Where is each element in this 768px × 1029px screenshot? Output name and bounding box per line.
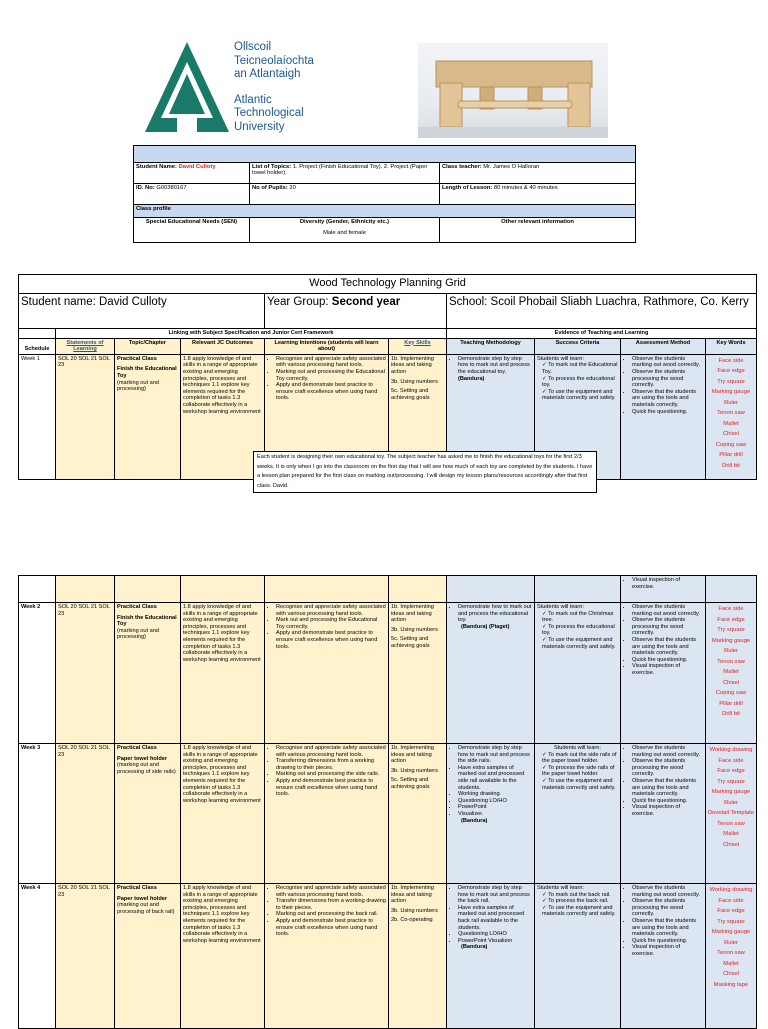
week-methodology: • Demonstrate step by step how to mark out and process the side rails. • Have extra samples of marked out and processed side rail available to the students. • Working drawing. • Questioning LO/HO • PowerPoint • Visualizer. (Bandura) bbox=[447, 744, 535, 884]
week-keywords: Face side Face edge Try square Marking gauge Ruler Tenon saw Mallet Chisel Coping saw Pillar drill Drill bit bbox=[706, 354, 757, 479]
week-success: Students will learn: ✓ To mark out the Christmas tree. ✓ To process the educational toy. ✓ To use the equipment and materials correctly and safely. bbox=[535, 603, 621, 744]
id-cell: ID. No: G00380167 bbox=[134, 184, 250, 205]
col-outcomes: Relevant JC Outcomes bbox=[181, 338, 265, 354]
week-sol: SOL 20 SOL 21 SOL 23 bbox=[56, 884, 115, 1029]
week-success: Students will learn: ✓ To mark out the back rail. ✓ To process the back rail. ✓ To use the equipment and materials correctly and safely. bbox=[535, 884, 621, 1029]
week-methodology: • Demonstrate step by step how to mark out and process the back rail. • Have extra samples of marked out and processed back rail available to the students. • Questioning LO/HO • PowerPoint Visualizer (Bandura) bbox=[447, 884, 535, 1029]
col-success: Success Criteria bbox=[535, 338, 621, 354]
week-keywords: Face side Face edge Try square Marking gauge Ruler Tenon saw Mallet Chisel Coping saw Pillar drill Drill bit bbox=[706, 603, 757, 744]
week-outcomes: 1.8 apply knowledge of and skills in a range of appropriate existing and emerging principles, processes and techniques 1.1 explore key elements required for the completion of tasks 1.3 collaborate effectively in a workshop learning environment bbox=[181, 884, 265, 1029]
university-name bbox=[234, 41, 314, 134]
week-schedule: Week 4 bbox=[19, 884, 56, 1029]
student-name: David Culloty bbox=[178, 164, 216, 170]
university-line: Ollscoil bbox=[234, 41, 272, 53]
week-topic: Practical Class Paper towel holder (marking out and processing of side rails) bbox=[115, 744, 181, 884]
week-schedule: Week 3 bbox=[19, 744, 56, 884]
grid-student-name: Student name: David Culloty bbox=[19, 294, 265, 329]
week-skills: 1b. Implementing ideas and taking action 3b. Using numbers 5c. Setting and achieving goals bbox=[389, 603, 447, 744]
week-intentions: • Recognise and appreciate safety associated with various processing hand tools. • Mark out and processing the Educational Toy correctly. • Apply and demonstrate best practice to ensure craft excellence when using hand tools. bbox=[265, 603, 389, 744]
topics-cell: List of Topics: 1. Project (Finish Educational Toy). 2. Project (Paper towel holder). bbox=[250, 163, 440, 184]
carry-over-row bbox=[19, 576, 757, 603]
atu-logo-mark bbox=[143, 40, 231, 134]
col-schedule: Schedule bbox=[19, 338, 56, 354]
week-row bbox=[19, 603, 757, 744]
week-row bbox=[19, 744, 757, 884]
university-line: Atlantic bbox=[234, 93, 272, 106]
week-methodology: • Demonstrate step by step how to mark out and process the educational toy. (Bandura) bbox=[447, 354, 535, 479]
week-topic: Practical Class Finish the Educational Toy (marking out and processing) bbox=[115, 354, 181, 479]
week-outcomes: 1.8 apply knowledge of and skills in a range of appropriate existing and emerging principles, processes and techniques 1.1 explore key elements required for the completion of tasks 1.3 collaborate effectively in a workshop learning environment bbox=[181, 603, 265, 744]
week-methodology: • Demonstrate how to mark out and process the educational toy. (Bandura) (Piaget) bbox=[447, 603, 535, 744]
university-line: Technological bbox=[234, 107, 304, 119]
week-row bbox=[19, 884, 757, 1029]
week-topic: Practical Class Paper towel holder (marking out and processing of back rail) bbox=[115, 884, 181, 1029]
col-statements: Statements of Learning bbox=[56, 338, 115, 354]
week-skills: 1b. Implementing ideas and taking action 3b. Using numbers 2b. Co-operating bbox=[389, 884, 447, 1029]
week-keywords: Working drawing Face side Face edge Try square Marking gauge Ruler Tenon saw Mallet Chisel Masking tape bbox=[706, 884, 757, 1029]
week-assessment: • Observe the students marking out wood correctly. • Observe the students processing the wood correctly. • Observe that the students are using the tools and materials correctly. • Quick fire questioning. • Visual inspection of exercise. bbox=[621, 884, 706, 1029]
grid-year-group: Year Group: Second year bbox=[265, 294, 447, 329]
evidence-header: Evidence of Teaching and Learning bbox=[447, 329, 757, 339]
week-schedule: Week 1 bbox=[19, 354, 56, 479]
week-sol: SOL 20 SOL 21 SOL 23 bbox=[56, 744, 115, 884]
week-schedule: Week 2 bbox=[19, 603, 56, 744]
student-info-table bbox=[133, 145, 636, 243]
col-assessment: Assessment Method bbox=[621, 338, 706, 354]
class-profile-label: Class profile bbox=[134, 205, 636, 218]
week-sol: SOL 20 SOL 21 SOL 23 bbox=[56, 603, 115, 744]
diversity-cell: Diversity (Gender, Ethnicity etc.) Male and female bbox=[250, 218, 440, 243]
grid-school: School: Scoil Phobail Sliabh Luachra, Rathmore, Co. Kerry bbox=[447, 294, 757, 329]
university-line: University bbox=[234, 120, 285, 133]
week-keywords: Working drawing Face side Face edge Try square Marking gauge Ruler Dovetail Template Tenon saw Mallet Chisel bbox=[706, 744, 757, 884]
week-skills: 1b. Implementing ideas and taking action 3b. Using numbers 5c. Setting and achieving goals bbox=[389, 744, 447, 884]
info-header-bar bbox=[134, 146, 636, 163]
col-topic: Topic/Chapter bbox=[115, 338, 181, 354]
week-skills: 1b. Implementing ideas and taking action 3b. Using numbers 5c. Setting and achieving goals bbox=[389, 354, 447, 479]
col-intentions: Learning Intentions (students will learn about) bbox=[265, 338, 389, 354]
week-intentions: • Recognise and appreciate safety associated with various processing hand tools. • Transferring dimensions from a working drawing to their pieces. • Marking out and processing the side rails. • Apply and demonstrate best practice to ensure craft excellence when using hand tools. bbox=[265, 744, 389, 884]
week-intentions: • Recognise and appreciate safety associated with various processing hand tools. • Transfer dimensions from a working drawing to their pieces. • Marking out and processing the back rail. • Apply and demonstrate best practice to ensure craft excellence when using hand tools. bbox=[265, 884, 389, 1029]
length-cell: Length of Lesson: 80 minutes & 40 minutes bbox=[440, 184, 636, 205]
carry-assessment: • Visual inspection of exercise. bbox=[621, 576, 706, 603]
week-assessment: • Observe the students marking out wood correctly. • Observe the students processing the wood correctly. • Observe that the students are using the tools and materials correctly. • Quick fire questioning. bbox=[621, 354, 706, 479]
week-assessment: • Observe the students marking out wood correctly. • Observe the students processing the wood correctly. • Observe that the students are using the tools and materials correctly. • Quick fire questioning. • Visual inspection of exercise. bbox=[621, 603, 706, 744]
week-success: Students will learn: ✓ To mark out the Educational Toy. ✓ To process the educational toy. ✓ To use the equipment and materials correctly and safely. bbox=[535, 354, 621, 479]
planning-grid bbox=[18, 274, 757, 480]
planning-grid-continued bbox=[18, 575, 757, 1029]
week-topic: Practical Class Finish the Educational Toy (marking out and processing) bbox=[115, 603, 181, 744]
week-intentions: • Recognise and appreciate safety associated with various processing hand tools. • Marking out and processing the Educational Toy correctly. • Apply and demonstrate best practice to ensure craft excellence when using hand tools. bbox=[265, 354, 389, 479]
teacher-cell: Class teacher: Mr. James O Halloran bbox=[440, 163, 636, 184]
linking-header: Linking with Subject Specification and Junior Cert Framework bbox=[56, 329, 447, 339]
week-outcomes: 1.8 apply knowledge of and skills in a range of appropriate existing and emerging principles, processes and techniques 1.1 explore key elements required for the completion of tasks 1.3 collaborate effectively in a workshop learning environment bbox=[181, 354, 265, 479]
week-sol: SOL 20 SOL 21 SOL 23 bbox=[56, 354, 115, 479]
col-methodology: Teaching Methodology bbox=[447, 338, 535, 354]
sen-label: Special Educational Needs (SEN) bbox=[134, 218, 250, 243]
university-line: Teicneolaíochta bbox=[234, 54, 314, 67]
col-key-skills: Key Skills bbox=[389, 338, 447, 354]
grid-title: Wood Technology Planning Grid bbox=[19, 275, 757, 294]
week-assessment: • Observe the students marking out wood correctly. • Observe the students processing the wood correctly. • Observe that the students are using the tools and materials correctly. • Quick fire questioning. • Visual inspection of exercise. bbox=[621, 744, 706, 884]
pupils-cell: No of Pupils: 20 bbox=[250, 184, 440, 205]
paper-towel-holder-photo bbox=[418, 43, 608, 138]
col-key-words: Key Words bbox=[706, 338, 757, 354]
week-outcomes: 1.8 apply knowledge of and skills in a range of appropriate existing and emerging principles, processes and techniques 1.1 explore key elements required for the completion of tasks 1.3 collaborate effectively in a workshop learning environment bbox=[181, 744, 265, 884]
student-name-cell: Student Name: David Culloty bbox=[134, 163, 250, 184]
teacher-note: Each student is designing their own educational toy. The subject teacher has asked me to finish the educational toys for the first 2/3 weeks. It is only when I go into the classroom on the first day that I will see how much of each toy are completed by the students. I have a lesson plan prepared for the first class on marking out/processing. I will design my lesson plans/resources accordingly after that first class. David. bbox=[253, 451, 597, 493]
other-info-label: Other relevant information bbox=[440, 218, 636, 243]
week-success: Students will learn: ✓ To mark out the side rails of the paper towel holder. ✓ To process the side rails of the paper towel holder. ✓ To use the equipment and materials correctly and safely. bbox=[535, 744, 621, 884]
university-line: an Atlantaigh bbox=[234, 68, 301, 80]
